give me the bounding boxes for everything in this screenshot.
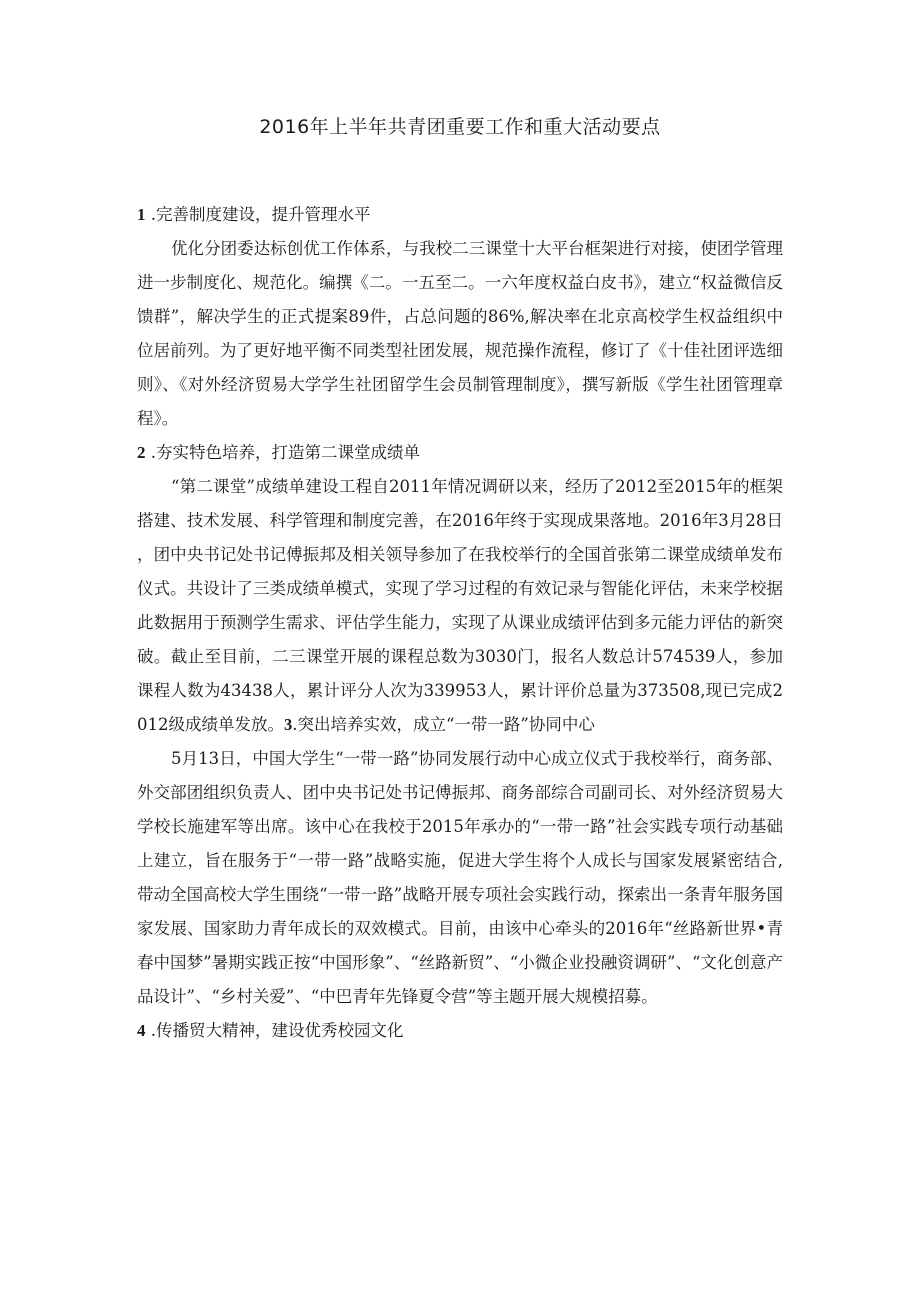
document-title: 2016年上半年共青团重要工作和重大活动要点	[259, 116, 661, 138]
section-heading-4	[137, 1014, 783, 1048]
document-body	[137, 198, 783, 1048]
section-paragraph-2-text: “第二课堂”成绩单建设工程自2011年情况调研以来，经历了2012至2015年的框架搭建、技术发展、科学管理和制度完善，在2016年终于实现成果落地。2016年3月28日，团中央书记处书记傅振邦及相关领导参加了在我校举行的全国首张第二课堂成绩单发布仪式。共设计了三类成绩单模式，实现了学习过程的有效记录与智能化评估，未来学校据此数据用于预测学生需求、评估学生能力，实现了从课业成绩评估到多元能力评估的新突破。截止至目前，二三课堂开展的课程总数为3030门，报名人数总计574539人，参加课程人数为43438人，累计评分人次为339953人，累计评价总量为373508,现已完成2012级成绩单发放。	[137, 477, 783, 734]
section-number-3: 3	[284, 715, 293, 734]
section-number-2: 2	[137, 443, 146, 462]
section-title-3: .突出培养实效，成立“一带一路”协同中心	[292, 715, 595, 734]
section-paragraph-2	[137, 470, 783, 742]
section-heading-2	[137, 436, 783, 470]
section-heading-1	[137, 198, 783, 232]
section-title-4: .传播贸大精神，建设优秀校园文化	[150, 1021, 404, 1040]
section-number-4: 4	[137, 1021, 146, 1040]
section-title-2: .夯实特色培养，打造第二课堂成绩单	[150, 443, 420, 462]
section-paragraph-3: 5月13日，中国大学生“一带一路”协同发展行动中心成立仪式于我校举行，商务部、外交部团组织负责人、团中央书记处书记傅振邦、商务部综合司副司长、对外经济贸易大学校长施建军等出席。该中心在我校于2015年承办的“一带一路”社会实践专项行动基础上建立，旨在服务于“一带一路”战略实施，促进大学生将个人成长与国家发展紧密结合,带动全国高校大学生围绕“一带一路”战略开展专项社会实践行动，探索出一条青年服务国家发展、国家助力青年成长的双效模式。目前，由该中心牵头的2016年“丝路新世界•青春中国梦”暑期实践正按“中国形象”、“丝路新贸”、“小微企业投融资调研”、“文化创意产品设计”、“乡村关爱”、“中巴青年先锋夏令营”等主题开展大规模招募。	[137, 749, 783, 1006]
section-paragraph-1: 优化分团委达标创优工作体系，与我校二三课堂十大平台框架进行对接，使团学管理进一步制度化、规范化。编撰《二。一五至二。一六年度权益白皮书》，建立“权益微信反馈群”，解决学生的正式提案89件，占总问题的86%,解决率在北京高校学生权益组织中位居前列。为了更好地平衡不同类型社团发展，规范操作流程，修订了《十佳社团评选细则》、《对外经济贸易大学学生社团留学生会员制管理制度》，撰写新版《学生社团管理章程》。	[137, 239, 783, 428]
section-number-1: 1	[137, 205, 146, 224]
section-title-1: .完善制度建设，提升管理水平	[150, 205, 371, 224]
